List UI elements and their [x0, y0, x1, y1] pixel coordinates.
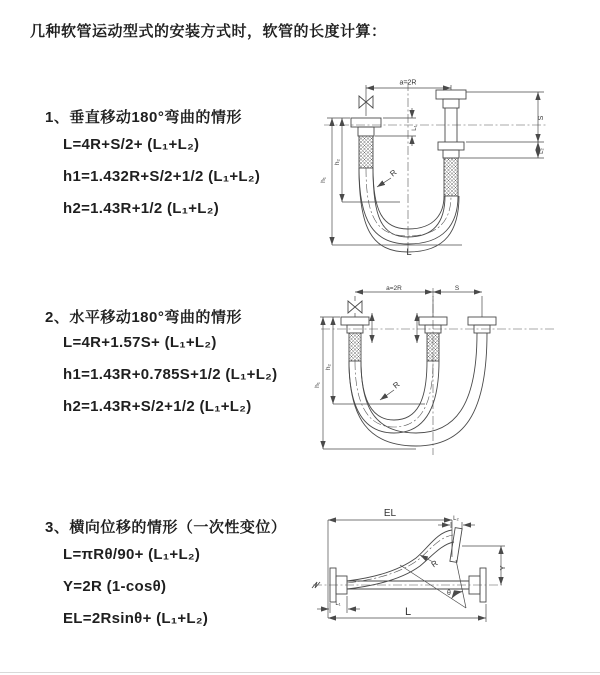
- bowtie-symbol: [348, 301, 362, 313]
- dim-label-h2: h₂: [334, 158, 341, 166]
- page-bottom-rule: [0, 672, 600, 673]
- dim-label-h1: h₁: [320, 177, 327, 183]
- dim-label-s: S: [454, 285, 460, 292]
- s-curve-hose-displaced: [347, 530, 454, 589]
- left-fitting: [341, 317, 369, 361]
- radius-label: R: [391, 379, 402, 391]
- braid-section: [444, 158, 458, 196]
- dim-label-h1: h₁: [314, 382, 321, 388]
- angle-theta-label: θ: [447, 590, 451, 597]
- diagram-lateral-displacement: [305, 505, 600, 660]
- radius-label: R: [429, 558, 440, 570]
- dim-label-a2r: a=2R: [399, 79, 417, 87]
- section-3-formula-EL: EL=2Rsinθ+ (L₁+L₂): [63, 610, 209, 627]
- section-2-formula-h2: h2=1.43R+S/2+1/2 (L₁+L₂): [63, 398, 252, 415]
- centerlines: [321, 288, 555, 455]
- dim-label-l2: L₂: [453, 516, 459, 522]
- centerlines: [313, 535, 502, 585]
- section-3-formula-Y: Y=2R (1-cosθ): [63, 578, 167, 595]
- section-1-heading: 1、垂直移动180°弯曲的情形: [45, 109, 242, 126]
- section-1-formula-h2: h2=1.43R+1/2 (L₁+L₂): [63, 200, 220, 217]
- dim-label-l1: L₁: [335, 601, 341, 607]
- dim-label-a2r: a=2R: [386, 285, 402, 292]
- centerlines: [324, 79, 548, 254]
- dim-label-y: Y: [498, 565, 507, 571]
- braid-section: [349, 333, 361, 361]
- section-1-formula-L: L=4R+S/2+ (L₁+L₂): [63, 136, 200, 153]
- diagram-horizontal-180-bend: [313, 283, 600, 460]
- dimension-lines: [320, 292, 482, 449]
- left-fitting: [351, 118, 381, 168]
- dim-label-el: EL: [383, 508, 397, 519]
- dim-label-l1: L₁: [412, 125, 418, 131]
- dim-label-s: S: [538, 115, 545, 121]
- section-3-heading: 3、横向位移的情形（一次性变位）: [45, 519, 287, 536]
- page-title: 几种软管运动型式的安装方式时，软管的长度计算：: [30, 23, 387, 40]
- diagram-3-labels: [335, 508, 507, 618]
- braid-section: [359, 136, 373, 168]
- diagram-vertical-180-bend: [312, 72, 599, 257]
- radius-label: R: [388, 167, 399, 179]
- braid-section: [427, 333, 439, 361]
- section-3-formula-L: L=πRθ/90+ (L₁+L₂): [63, 546, 201, 563]
- section-2-heading: 2、水平移动180°弯曲的情形: [45, 309, 242, 326]
- hose-u-bend-position-2: [349, 333, 487, 446]
- section-2-formula-L: L=4R+1.57S+ (L₁+L₂): [63, 334, 217, 351]
- length-label: L: [404, 606, 412, 618]
- right-fitting-displaced: [468, 317, 496, 333]
- length-label: L: [406, 247, 412, 257]
- dim-label-h2: h₂: [325, 363, 332, 371]
- dim-label-l2: L₂: [539, 148, 545, 154]
- section-1-formula-h1: h1=1.432R+S/2+1/2 (L₁+L₂): [63, 168, 261, 185]
- section-2-formula-h1: h1=1.43R+0.785S+1/2 (L₁+L₂): [63, 366, 278, 383]
- right-fitting: [436, 90, 466, 196]
